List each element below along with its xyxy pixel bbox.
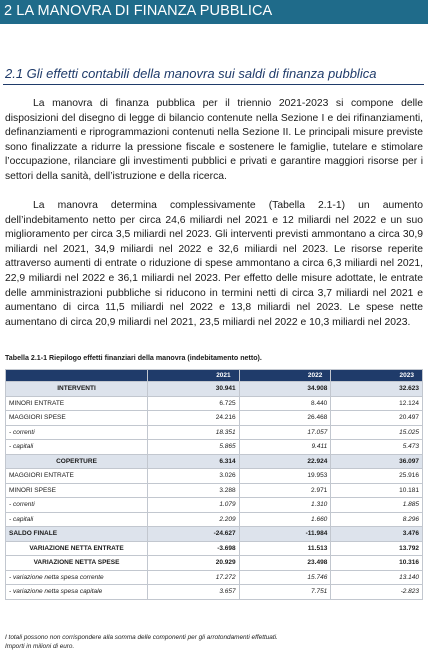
row-label: - correnti [6, 498, 148, 513]
value-2021: 18.351 [148, 425, 240, 440]
value-2022: 23.498 [239, 556, 331, 571]
section-title: 2.1 Gli effetti contabili della manovra sui saldi di finanza pubblica [5, 66, 377, 81]
value-2021: 1.079 [148, 498, 240, 513]
value-2022: 8.440 [239, 396, 331, 411]
table-footnote: I totali possono non corrispondere alla somma delle componenti per gli arrotondamenti effettuati. [5, 634, 278, 641]
table-row [6, 469, 423, 484]
row-label: - capitali [6, 440, 148, 455]
header-cell-2023: 2023 [331, 370, 423, 382]
chapter-title: 2 LA MANOVRA DI FINANZA PUBBLICA [4, 3, 273, 19]
value-2023: 20.497 [331, 411, 423, 426]
value-2022: 2.971 [239, 483, 331, 498]
table-row [6, 556, 423, 571]
value-2023: 15.025 [331, 425, 423, 440]
row-label: - correnti [6, 425, 148, 440]
value-2022: 34.908 [239, 382, 331, 397]
body-paragraph: La manovra determina complessivamente (Tabella 2.1-1) un aumento dell’indebitamento netto per circa 24,6 miliardi nel 2021 e 12 miliardi nel 2022 e un suo miglioramento per circa 3,5 miliardi nel 2023. Gli interventi previsti ammontano a circa 30,9 miliardi nel 2021, 34,9 miliardi nel 2022 e 32,6 miliardi nel 2023. Le risorse reperite attraverso aumenti di entrate o riduzione di spese ammontano a circa 6,3 miliardi nel 2021, 22,9 miliardi nel 2022 e 36,1 miliardi nel 2023. Per effetto delle misure adottate, le entrate delle amministrazioni pubbliche si riducono in termini netti di circa 3,7 miliardi nel 2021 e aumentano di circa 11,5 miliardi nel 2022 e 13,8 miliardi nel 2023. Le spese nette aumentano di circa 20,9 miliardi nel 2021, 23,5 miliardi nel 2022 e 10,3 miliardi nel 2023. [5, 200, 423, 328]
row-label: SALDO FINALE [6, 527, 148, 542]
table-row [6, 425, 423, 440]
row-label: VARIAZIONE NETTA SPESE [6, 556, 148, 571]
table-row-coperture [6, 454, 423, 469]
table-row [6, 512, 423, 527]
row-label: MAGGIORI SPESE [6, 411, 148, 426]
value-2023: 1.885 [331, 498, 423, 513]
value-2021: -3.698 [148, 541, 240, 556]
value-2023: 32.623 [331, 382, 423, 397]
value-2022: 22.924 [239, 454, 331, 469]
table-row-interventi [6, 382, 423, 397]
body-paragraph: La manovra di finanza pubblica per il triennio 2021-2023 si compone delle disposizioni del disegno di legge di bilancio contenute nella Sezione I e dei rifinanziamenti, definanziamenti e riprogrammazioni contenuti nella Sezione II. Le principali misure previste sono finalizzate a ridurre la pressione fiscale e sostenere le famiglie, tutelare e stimolare l’occupazione, rilanciare gli investimenti pubblici e privati e garantire maggiori risorse per i settori della sanità, dell’istruzione e della ricerca. [5, 98, 423, 182]
value-2021: 24.216 [148, 411, 240, 426]
table-row [6, 541, 423, 556]
value-2021: 6.314 [148, 454, 240, 469]
row-label: INTERVENTI [6, 382, 148, 397]
value-2022: 9.411 [239, 440, 331, 455]
value-2023: 3.476 [331, 527, 423, 542]
value-2021: 3.026 [148, 469, 240, 484]
row-label: MINORI SPESE [6, 483, 148, 498]
value-2022: 11.513 [239, 541, 331, 556]
value-2022: 15.746 [239, 570, 331, 585]
row-label: MINORI ENTRATE [6, 396, 148, 411]
value-2021: -24.627 [148, 527, 240, 542]
value-2023: 5.473 [331, 440, 423, 455]
value-2021: 2.209 [148, 512, 240, 527]
row-label: - capitali [6, 512, 148, 527]
value-2022: 1.310 [239, 498, 331, 513]
table-row [6, 411, 423, 426]
table-footnote-units: Importi in milioni di euro. [5, 643, 75, 650]
table-row [6, 585, 423, 600]
value-2022: 17.057 [239, 425, 331, 440]
row-label: - variazione netta spesa capitale [6, 585, 148, 600]
financial-effects-table [5, 369, 423, 600]
value-2022: -11.984 [239, 527, 331, 542]
value-2023: 36.097 [331, 454, 423, 469]
row-label: COPERTURE [6, 454, 148, 469]
value-2021: 20.929 [148, 556, 240, 571]
header-cell-label [6, 370, 148, 382]
table-row [6, 498, 423, 513]
value-2023: -2.823 [331, 585, 423, 600]
value-2023: 10.181 [331, 483, 423, 498]
table-row-saldo-finale [6, 527, 423, 542]
row-label: MAGGIORI ENTRATE [6, 469, 148, 484]
table-row [6, 570, 423, 585]
value-2021: 3.288 [148, 483, 240, 498]
value-2022: 19.953 [239, 469, 331, 484]
table-row [6, 396, 423, 411]
value-2023: 13.140 [331, 570, 423, 585]
row-label: VARIAZIONE NETTA ENTRATE [6, 541, 148, 556]
value-2021: 6.725 [148, 396, 240, 411]
table-row [6, 483, 423, 498]
value-2023: 8.296 [331, 512, 423, 527]
value-2021: 3.657 [148, 585, 240, 600]
row-label: - variazione netta spesa corrente [6, 570, 148, 585]
value-2023: 12.124 [331, 396, 423, 411]
value-2021: 5.865 [148, 440, 240, 455]
value-2022: 26.468 [239, 411, 331, 426]
table-header-row [6, 370, 423, 382]
header-cell-2022: 2022 [239, 370, 331, 382]
value-2021: 17.272 [148, 570, 240, 585]
header-cell-2021: 2021 [148, 370, 240, 382]
section-title-underline [3, 84, 424, 85]
value-2023: 13.792 [331, 541, 423, 556]
value-2023: 10.316 [331, 556, 423, 571]
chapter-header-bar [0, 0, 428, 24]
table-row [6, 440, 423, 455]
value-2022: 7.751 [239, 585, 331, 600]
value-2022: 1.660 [239, 512, 331, 527]
value-2021: 30.941 [148, 382, 240, 397]
table-caption: Tabella 2.1-1 Riepilogo effetti finanziari della manovra (indebitamento netto). [5, 354, 262, 362]
value-2023: 25.916 [331, 469, 423, 484]
